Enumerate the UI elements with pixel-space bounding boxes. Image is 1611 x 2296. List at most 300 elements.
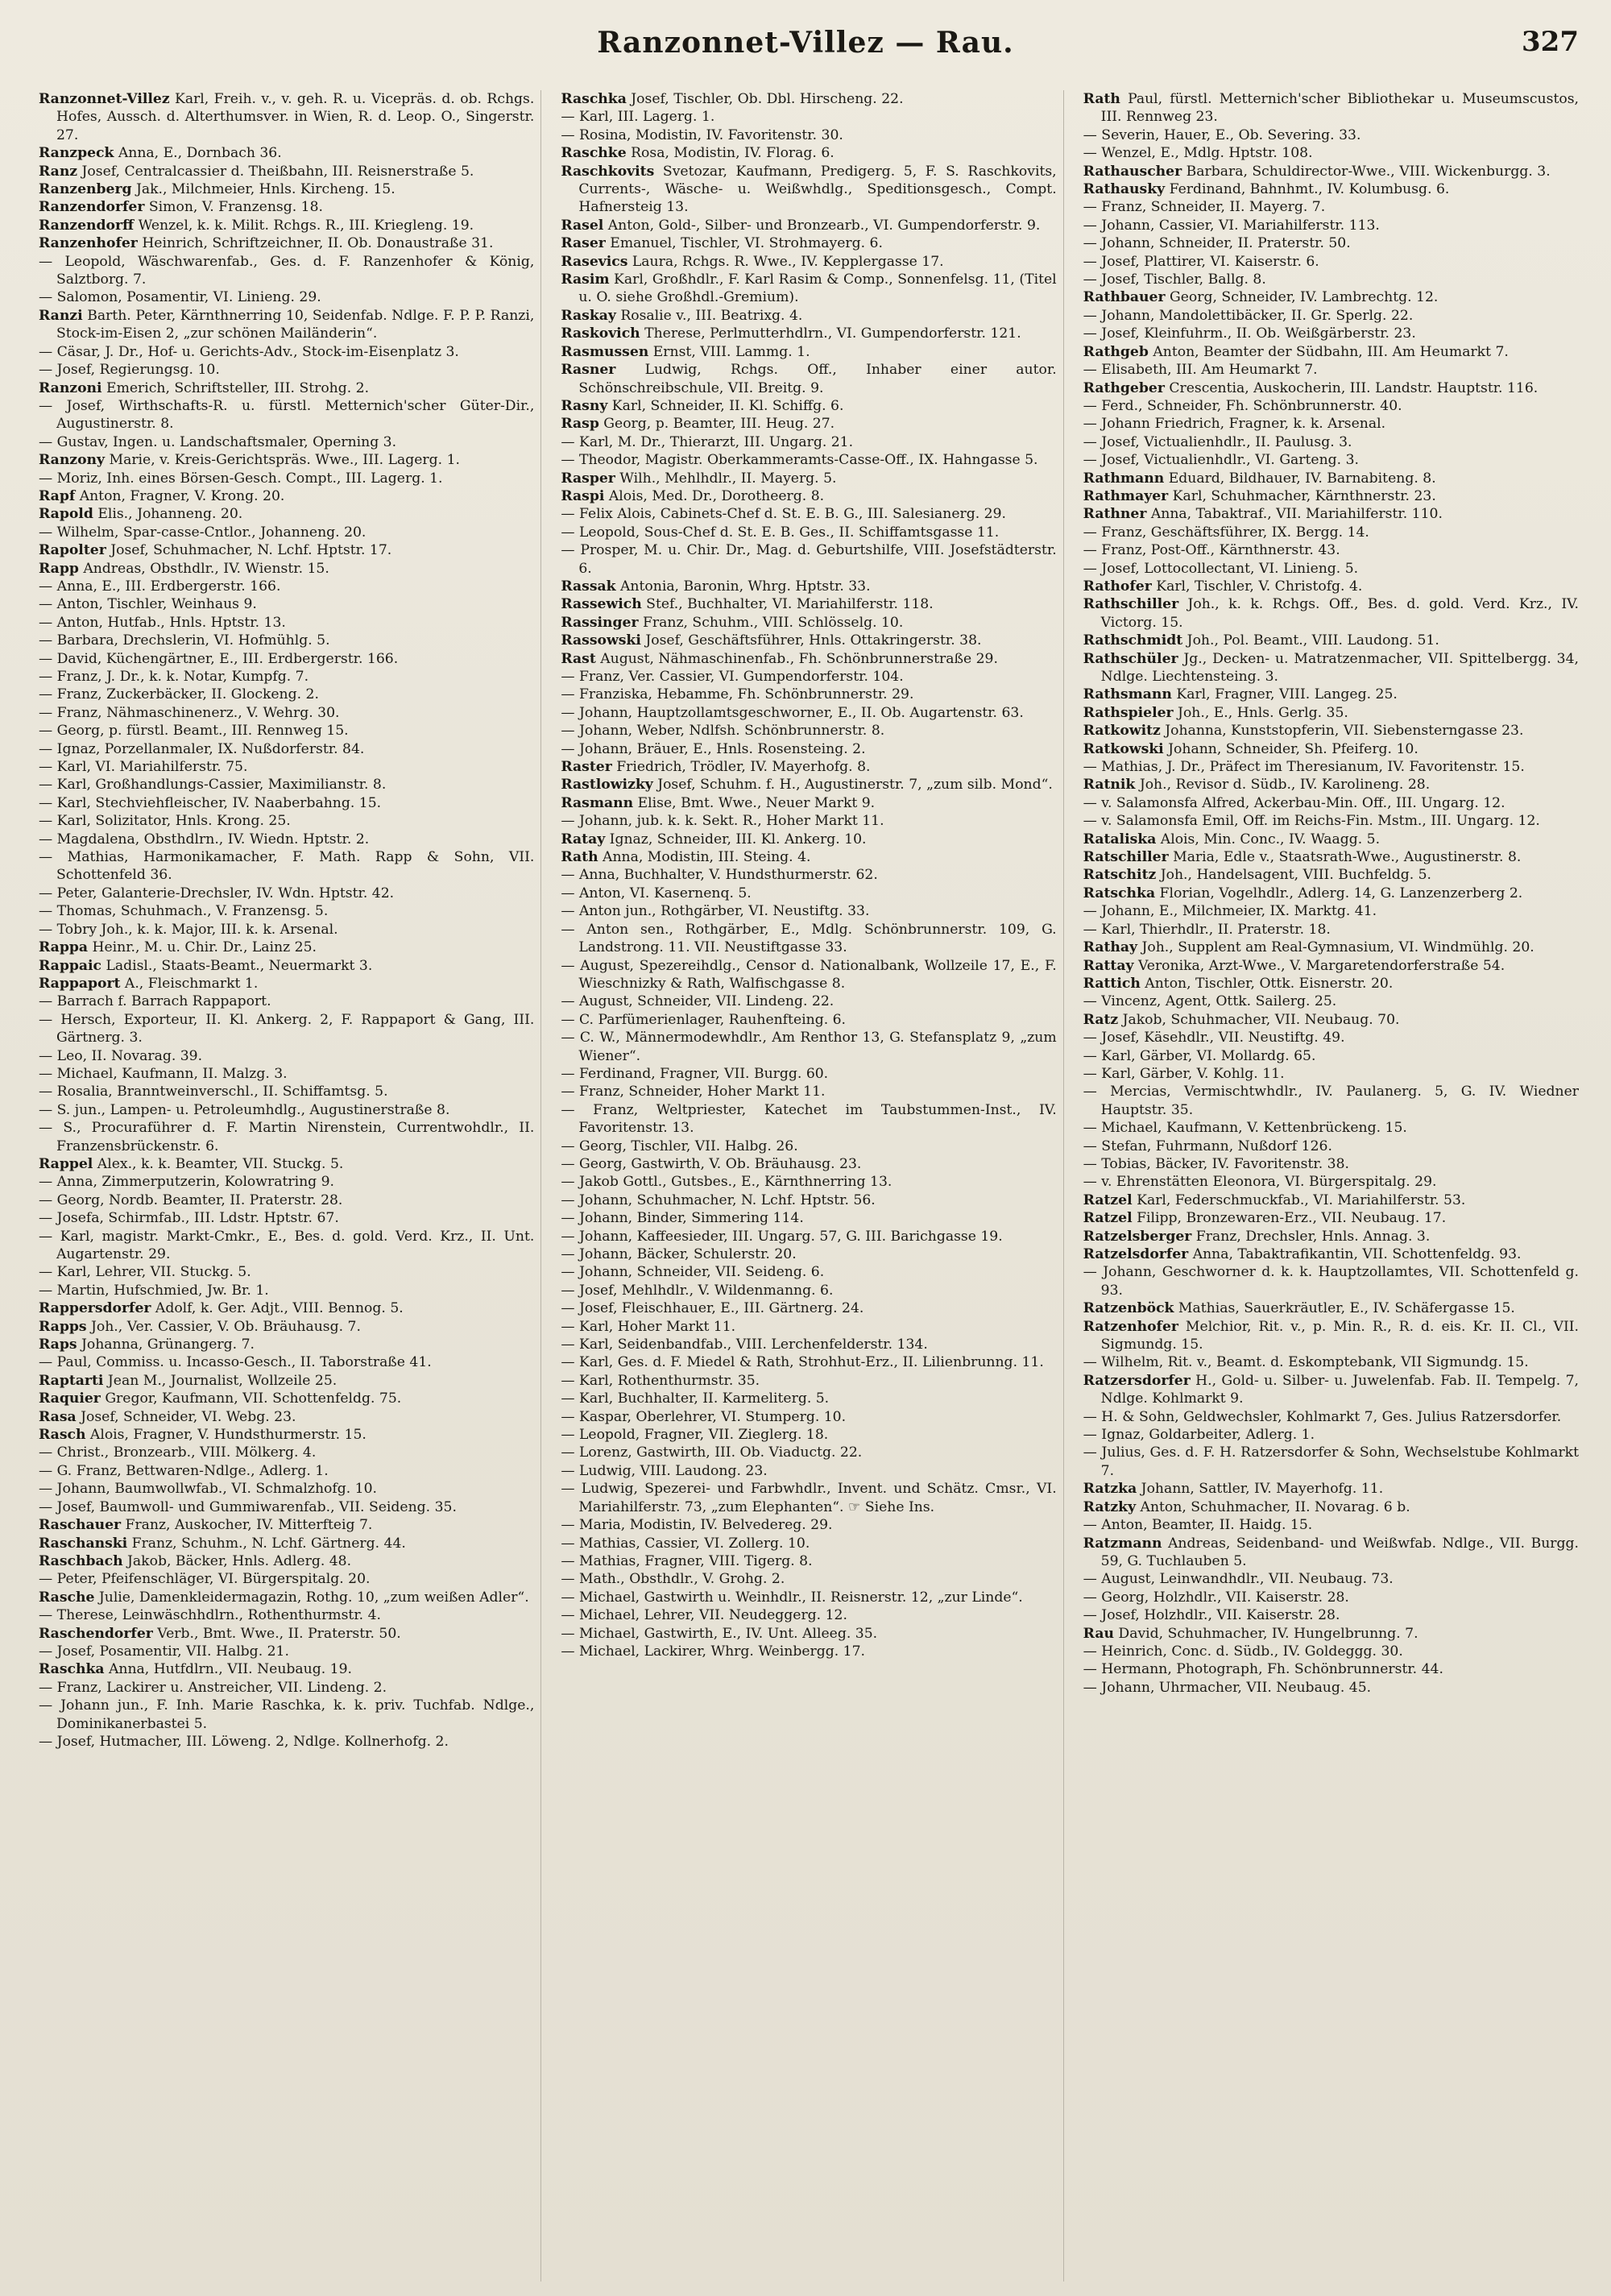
entry-details: — Karl, Hoher Markt 11. [561, 1318, 736, 1335]
directory-entry [561, 1101, 1056, 1138]
entry-surname: Rapolter [39, 542, 106, 559]
directory-entry [39, 234, 534, 252]
entry-details: — Johann, Weber, Ndlfsh. Schönbrunnerstr. 8. [561, 723, 885, 740]
entry-details: Karl, Freih. v., v. geh. R. u. Vicepräs. d. ob. Rchgs. Hofes, Aussch. d. Alterthumsver. in Wien, R. d. Leop. O., Singerstr. 27. [56, 91, 535, 143]
directory-entry [39, 831, 534, 848]
entry-details: — Johann, Bräuer, E., Hnls. Rosensteing. 2. [561, 740, 866, 757]
entry-surname: Raser [561, 235, 606, 252]
directory-entry [561, 1228, 1056, 1245]
entry-details: — Karl, Großhandlungs-Cassier, Maximilianstr. 8. [39, 777, 387, 794]
entry-surname: Rasa [39, 1408, 77, 1425]
directory-entry [561, 1318, 1056, 1336]
directory-entry [39, 1282, 534, 1299]
entry-details: — Severin, Hauer, E., Ob. Severing. 33. [1083, 126, 1361, 143]
entry-surname: Ranzoni [39, 379, 102, 396]
entry-details: Alois, Fragner, V. Hundsthurmerstr. 15. [85, 1427, 367, 1444]
directory-entry [39, 1083, 534, 1100]
entry-details: — Josef, Holzhdlr., VII. Kaiserstr. 28. [1083, 1607, 1340, 1624]
entry-details: Anton, Beamter der Südbahn, III. Am Heumarkt 7. [1148, 343, 1509, 360]
directory-entry [1083, 1138, 1579, 1155]
directory-entry [39, 578, 534, 595]
entry-details: Josef, Schuhm. f. H., Augustinerstr. 7, „zum silb. Mond“. [652, 777, 1053, 794]
directory-entry [1083, 560, 1579, 578]
entry-details: — Leopold, Sous-Chef d. St. E. B. Ges., II. Schiffamtsgasse 11. [561, 524, 1000, 541]
entry-details: — Karl, Gärber, V. Kohlg. 11. [1083, 1065, 1285, 1082]
directory-entry [39, 595, 534, 613]
entry-details: — Josef, Lottocollectant, VI. Linieng. 5. [1083, 560, 1359, 577]
directory-entry [561, 361, 1056, 397]
directory-entry [1083, 1444, 1579, 1480]
directory-entry [39, 1011, 534, 1047]
directory-entry [1083, 866, 1579, 884]
entry-details: — Anton, Beamter, II. Haidg. 15. [1083, 1517, 1313, 1534]
entry-details: — Wilhelm, Rit. v., Beamt. d. Eskomptebank, VII Sigmundg. 15. [1083, 1354, 1529, 1371]
entry-surname: Raschanski [39, 1535, 128, 1552]
directory-entry [561, 1245, 1056, 1263]
entry-surname: Raschkovits [561, 163, 655, 180]
directory-entry [39, 632, 534, 649]
entry-surname: Rathmann [1083, 470, 1165, 487]
entry-surname: Ratschiller [1083, 849, 1169, 866]
directory-entry [561, 812, 1056, 830]
directory-entry [1083, 1029, 1579, 1046]
entry-surname: Rathschmidt [1083, 632, 1183, 649]
directory-entry [561, 541, 1056, 578]
entry-details: — Johann jun., F. Inh. Marie Raschka, k. k. priv. Tuchfab. Ndlge., Dominikanerbastei 5. [39, 1697, 535, 1732]
entry-surname: Rasch [39, 1427, 86, 1444]
directory-columns [39, 90, 1585, 2281]
entry-surname: Rapps [39, 1318, 87, 1335]
entry-surname: Rathauscher [1083, 163, 1182, 180]
entry-details: — Johann, Binder, Simmering 114. [561, 1210, 804, 1227]
entry-details: — Johann, Schneider, II. Praterstr. 50. [1083, 235, 1351, 252]
entry-details: Emerich, Schriftsteller, III. Strohg. 2. [101, 379, 370, 396]
entry-surname: Raskovich [561, 325, 640, 342]
entry-details: — Hermann, Photograph, Fh. Schönbrunnerstr. 44. [1083, 1661, 1443, 1678]
page-header [32, 23, 1579, 71]
entry-details: — Peter, Galanterie-Drechsler, IV. Wdn. Hptstr. 42. [39, 885, 395, 901]
directory-entry [1083, 253, 1579, 271]
directory-entry [1083, 397, 1579, 415]
entry-details: — Johann, jub. k. k. Sekt. R., Hoher Markt 11. [561, 813, 884, 830]
entry-details: — Stefan, Fuhrmann, Nußdorf 126. [1083, 1138, 1332, 1154]
directory-entry [561, 1138, 1056, 1155]
directory-entry [39, 1462, 534, 1480]
directory-entry [1083, 1625, 1579, 1643]
entry-surname: Raschendorfer [39, 1625, 153, 1642]
entry-details: — Barrach f. Barrach Rappaport. [39, 993, 271, 1010]
page-number: 327 [1522, 26, 1579, 58]
directory-entry [561, 885, 1056, 902]
entry-surname: Rathgeb [1083, 343, 1149, 360]
entry-details: — Wilhelm, Spar-casse-Cntlor., Johanneng. 20. [39, 524, 367, 541]
directory-entry [39, 1353, 534, 1371]
entry-details: — S. jun., Lampen- u. Petroleumhdlg., Augustinerstraße 8. [39, 1101, 450, 1118]
directory-entry [39, 1697, 534, 1733]
entry-surname: Rathner [1083, 506, 1147, 523]
entry-details: — Karl, Thierhdlr., II. Praterstr. 18. [1083, 921, 1331, 938]
directory-entry [561, 776, 1056, 794]
entry-details: Jakob, Schuhmacher, VII. Neubaug. 70. [1118, 1011, 1400, 1028]
entry-surname: Rassinger [561, 614, 639, 631]
directory-entry [1083, 993, 1579, 1010]
entry-details: — Mathias, Harmonikamacher, F. Math. Rapp & Sohn, VII. Schottenfeld 36. [39, 849, 535, 884]
entry-details: Alois, Med. Dr., Dorotheerg. 8. [604, 487, 825, 504]
entry-details: Eduard, Bildhauer, IV. Barnabiteng. 8. [1164, 470, 1436, 487]
entry-surname: Ratzel [1083, 1192, 1133, 1208]
directory-entry [561, 271, 1056, 307]
directory-entry [39, 361, 534, 379]
directory-entry [1083, 957, 1579, 975]
entry-surname: Rappel [39, 1155, 93, 1172]
entry-details: Karl, Fragner, VIII. Langeg. 25. [1171, 686, 1398, 703]
directory-entry [1083, 704, 1579, 722]
entry-details: — Anton, Hutfab., Hnls. Hptstr. 13. [39, 614, 286, 631]
entry-details: — Gustav, Ingen. u. Landschaftsmaler, Operning 3. [39, 433, 397, 450]
directory-entry [1083, 415, 1579, 433]
directory-entry [1083, 1209, 1579, 1227]
entry-details: — Tobry Joh., k. k. Major, III. k. k. Arsenal. [39, 921, 338, 938]
directory-entry [1083, 379, 1579, 397]
directory-entry [561, 1155, 1056, 1173]
directory-entry [1083, 433, 1579, 451]
entry-surname: Ranz [39, 163, 78, 180]
directory-entry [39, 144, 534, 162]
entry-surname: Rastlowizky [561, 777, 653, 794]
entry-surname: Ratz [1083, 1011, 1119, 1028]
entry-surname: Rathbauer [1083, 289, 1166, 306]
entry-details: — Prosper, M. u. Chir. Dr., Mag. d. Geburtshilfe, VIII. Josefstädterstr. 6. [561, 542, 1057, 577]
directory-entry [39, 163, 534, 180]
entry-details: Johanna, Kunststopferin, VII. Siebensterngasse 23. [1160, 723, 1524, 740]
entry-details: — Paul, Commiss. u. Incasso-Gesch., II. Taborstraße 41. [39, 1354, 432, 1371]
entry-details: — Franz, Post-Off., Kärnthnerstr. 43. [1083, 542, 1340, 559]
directory-entry [1083, 1660, 1579, 1678]
directory-entry [561, 722, 1056, 740]
entry-details: Heinrich, Schriftzeichner, II. Ob. Donaustraße 31. [137, 235, 494, 252]
directory-entry [1083, 198, 1579, 216]
entry-surname: Raschka [39, 1661, 105, 1678]
directory-entry [39, 1660, 534, 1678]
directory-entry [1083, 1047, 1579, 1065]
directory-entry [561, 1570, 1056, 1588]
directory-entry [39, 1209, 534, 1227]
entry-details: Melchior, Rit. v., p. Min. R., R. d. eis. Kr. II. Cl., VII. Sigmundg. 15. [1100, 1318, 1579, 1353]
directory-entry [1083, 144, 1579, 162]
entry-details: — Mercias, Vermischtwhdlr., IV. Paulanerg. 5, G. IV. Wiedner Hauptstr. 35. [1083, 1084, 1579, 1118]
directory-entry [561, 90, 1056, 108]
directory-entry [1083, 831, 1579, 848]
directory-entry [561, 1606, 1056, 1624]
entry-details: — v. Ehrenstätten Eleonora, VI. Bürgerspitalg. 29. [1083, 1174, 1437, 1191]
entry-details: — Salomon, Posamentir, VI. Linieng. 29. [39, 289, 321, 306]
entry-details: — Josef, Baumwoll- und Gummiwarenfab., VII. Seideng. 35. [39, 1498, 457, 1515]
directory-entry [561, 632, 1056, 649]
directory-entry [1083, 234, 1579, 252]
directory-entry [1083, 1065, 1579, 1083]
entry-details: Joh., E., Hnls. Gerlg. 35. [1173, 704, 1348, 721]
entry-details: Marie, v. Kreis-Gerichtspräs. Wwe., III. Lagerg. 1. [105, 452, 460, 469]
directory-entry [1083, 1011, 1579, 1029]
entry-details: Julie, Damenkleidermagazin, Rothg. 10, „zum weißen Adler“. [94, 1589, 529, 1606]
directory-entry [1083, 325, 1579, 342]
entry-details: Ferdinand, Bahnhmt., IV. Kolumbusg. 6. [1165, 181, 1450, 198]
directory-entry [39, 993, 534, 1010]
directory-entry [561, 487, 1056, 505]
column-3 [1083, 90, 1585, 2281]
entry-surname: Rau [1083, 1625, 1114, 1642]
entry-surname: Raschke [561, 145, 627, 162]
directory-entry [1083, 180, 1579, 198]
entry-details: — Kaspar, Oberlehrer, VI. Stumperg. 10. [561, 1408, 847, 1425]
entry-details: — Cäsar, J. Dr., Hof- u. Gerichts-Adv., Stock-im-Eisenplatz 3. [39, 343, 459, 360]
directory-entry [1083, 288, 1579, 306]
entry-details: — David, Küchengärtner, E., III. Erdbergerstr. 166. [39, 650, 399, 667]
entry-details: — Josef, Hutmacher, III. Löweng. 2, Ndlge. Kollnerhofg. 2. [39, 1733, 449, 1750]
entry-details: Johann, Schneider, Sh. Pfeiferg. 10. [1163, 740, 1418, 757]
entry-details: — Johann, Uhrmacher, VII. Neubaug. 45. [1083, 1679, 1372, 1696]
entry-details: Wenzel, k. k. Milit. Rchgs. R., III. Kriegleng. 19. [134, 217, 474, 234]
entry-details: Joh., k. k. Rchgs. Off., Bes. d. gold. Verd. Krz., IV. Victorg. 15. [1100, 596, 1579, 631]
entry-details: Joh., Handelsagent, VIII. Buchfeldg. 5. [1156, 867, 1432, 884]
entry-details: — Johann, Schneider, VII. Seideng. 6. [561, 1264, 825, 1281]
directory-entry [561, 1426, 1056, 1444]
directory-entry [1083, 740, 1579, 758]
directory-entry [39, 939, 534, 956]
entry-details: Franz, Schuhm., N. Lchf. Gärtnerg. 44. [127, 1535, 406, 1552]
entry-details: — August, Schneider, VII. Lindeng. 22. [561, 993, 834, 1010]
directory-entry [39, 1625, 534, 1643]
entry-surname: Raquier [39, 1390, 101, 1407]
entry-surname: Ratzky [1083, 1498, 1137, 1515]
directory-entry [39, 343, 534, 361]
entry-details: — Magdalena, Obsthdlrn., IV. Wiedn. Hptstr. 2. [39, 831, 370, 848]
entry-details: Rosa, Modistin, IV. Florag. 6. [626, 145, 834, 162]
directory-entry [39, 848, 534, 885]
entry-surname: Ratay [561, 831, 606, 848]
entry-surname: Rathschiller [1083, 596, 1179, 613]
entry-surname: Rataliska [1083, 831, 1157, 848]
entry-surname: Rattay [1083, 957, 1134, 974]
entry-details: Josef, Tischler, Ob. Dbl. Hirscheng. 22. [626, 91, 904, 107]
directory-entry [561, 902, 1056, 920]
directory-entry [39, 975, 534, 993]
directory-entry [39, 1318, 534, 1336]
entry-details: Gregor, Kaufmann, VII. Schottenfeldg. 75. [100, 1390, 402, 1407]
entry-surname: Ranzendorff [39, 217, 135, 234]
entry-details: Verb., Bmt. Wwe., II. Praterstr. 50. [152, 1625, 401, 1642]
entry-surname: Ratschitz [1083, 867, 1157, 884]
entry-details: Maria, Edle v., Staatsrath-Wwe., Augustinerstr. 8. [1168, 849, 1522, 866]
directory-entry [561, 614, 1056, 632]
entry-details: Josef, Schuhmacher, N. Lchf. Hptstr. 17. [106, 542, 392, 559]
entry-details: — Josef, Kleinfuhrm., II. Ob. Weißgärberstr. 23. [1083, 325, 1416, 342]
directory-entry [39, 722, 534, 740]
directory-entry [1083, 1083, 1579, 1119]
directory-entry [561, 993, 1056, 1010]
entry-details: Simon, V. Franzensg. 18. [144, 199, 323, 216]
directory-entry [39, 1643, 534, 1660]
directory-entry [1083, 271, 1579, 288]
directory-entry [39, 379, 534, 397]
entry-details: — Thomas, Schuhmach., V. Franzensg. 5. [39, 903, 329, 920]
directory-entry [39, 487, 534, 505]
entry-details: — C. Parfümerienlager, Rauhenfteing. 6. [561, 1011, 847, 1028]
entry-details: Heinr., M. u. Chir. Dr., Lainz 25. [88, 939, 317, 956]
entry-details: Jak., Milchmeier, Hnls. Kircheng. 15. [131, 181, 396, 198]
entry-surname: Rasmann [561, 794, 634, 811]
entry-details: — Michael, Gastwirth, E., IV. Unt. Alleeg. 35. [561, 1625, 878, 1642]
entry-surname: Ranzenhofer [39, 235, 138, 252]
entry-surname: Ratschka [1083, 885, 1156, 901]
entry-details: — Rosalia, Branntweinverschl., II. Schiffamtsg. 5. [39, 1084, 388, 1100]
directory-entry [561, 1353, 1056, 1371]
entry-details: — Georg, Nordb. Beamter, II. Praterstr. 28. [39, 1192, 343, 1208]
directory-entry [39, 668, 534, 686]
directory-entry [1083, 217, 1579, 234]
directory-entry [561, 1372, 1056, 1390]
directory-entry [561, 668, 1056, 686]
entry-details: — S., Procuraführer d. F. Martin Nirenstein, Currentwohdlr., II. Franzensbrückenstr. 6. [39, 1120, 535, 1154]
directory-entry [561, 1643, 1056, 1660]
entry-details: — Karl, Rothenthurmstr. 35. [561, 1372, 760, 1389]
directory-entry [39, 253, 534, 289]
directory-entry [561, 108, 1056, 126]
entry-surname: Raschauer [39, 1517, 122, 1534]
entry-surname: Rast [561, 650, 596, 667]
entry-surname: Rathgeber [1083, 379, 1165, 396]
entry-details: — Felix Alois, Cabinets-Chef d. St. E. B. G., III. Salesianerg. 29. [561, 506, 1007, 523]
entry-details: — Michael, Kaufmann, V. Kettenbrückeng. 15. [1083, 1120, 1407, 1137]
entry-details: — Johann, Schuhmacher, N. Lchf. Hptstr. 56. [561, 1192, 876, 1208]
directory-entry [1083, 1263, 1579, 1299]
entry-details: Wilh., Mehlhdlr., II. Mayerg. 5. [615, 470, 837, 487]
entry-details: — Georg, Tischler, VII. Halbg. 26. [561, 1138, 798, 1154]
entry-details: Therese, Perlmutterhdlrn., VI. Gumpendorferstr. 121. [640, 325, 1021, 342]
entry-details: Josef, Schneider, VI. Webg. 23. [76, 1408, 296, 1425]
entry-details: — Leopold, Fragner, VII. Zieglerg. 18. [561, 1427, 829, 1444]
entry-details: — C. W., Männermodewhdlr., Am Renthor 13, G. Stefansplatz 9, „zum Wiener“. [561, 1030, 1057, 1064]
directory-entry [561, 1083, 1056, 1100]
entry-surname: Ranzony [39, 452, 106, 469]
entry-details: — Anna, Zimmerputzerin, Kolowratring 9. [39, 1174, 335, 1191]
entry-details: Jean M., Journalist, Wollzeile 25. [103, 1372, 338, 1389]
directory-entry [39, 686, 534, 703]
directory-entry [561, 650, 1056, 668]
entry-details: Friedrich, Trödler, IV. Mayerhofg. 8. [611, 759, 871, 776]
entry-surname: Ratzenhofer [1083, 1318, 1178, 1335]
entry-surname: Rasche [39, 1589, 95, 1606]
directory-entry [561, 163, 1056, 217]
directory-entry [39, 1516, 534, 1534]
entry-details: Karl, Schuhmacher, Kärnthnerstr. 23. [1168, 487, 1436, 504]
directory-entry [1083, 595, 1579, 632]
entry-details: — Peter, Pfeifenschläger, VI. Bürgerspitalg. 20. [39, 1571, 371, 1588]
directory-entry [1083, 1570, 1579, 1588]
entry-details: — Josef, Wirthschafts-R. u. fürstl. Metternich'scher Güter-Dir., Augustinerstr. 8. [39, 397, 535, 433]
entry-surname: Ranzi [39, 307, 83, 324]
directory-entry [1083, 848, 1579, 866]
entry-details: Antonia, Baronin, Whrg. Hptstr. 33. [615, 578, 871, 595]
entry-details: Crescentia, Auskocherin, III. Landstr. Hauptstr. 116. [1164, 379, 1539, 396]
entry-details: — Karl, Ges. d. F. Miedel & Rath, Strohhut-Erz., II. Lilienbrunng. 11. [561, 1354, 1044, 1371]
entry-details: — Therese, Leinwäschhdlrn., Rothenthurmstr. 4. [39, 1607, 381, 1624]
entry-details: — G. Franz, Bettwaren-Ndlge., Adlerg. 1. [39, 1462, 329, 1479]
entry-details: — H. & Sohn, Geldwechsler, Kohlmarkt 7, Ges. Julius Ratzersdorfer. [1083, 1408, 1562, 1425]
directory-entry [39, 1426, 534, 1444]
directory-entry [561, 1516, 1056, 1534]
entry-surname: Ranzpeck [39, 145, 114, 162]
entry-details: — Anton sen., Rothgärber, E., Mdlg. Schönbrunnerstr. 109, G. Landstrong. 11. VII. Neustiftgasse 33. [561, 921, 1057, 956]
directory-entry [39, 560, 534, 578]
directory-entry [561, 325, 1056, 342]
entry-details: Joh., Ver. Cassier, V. Ob. Bräuhausg. 7. [86, 1318, 361, 1335]
entry-surname: Rasper [561, 470, 615, 487]
directory-entry [561, 1480, 1056, 1516]
directory-entry [1083, 524, 1579, 541]
entry-details: — Karl, Solizitator, Hnls. Krong. 25. [39, 813, 291, 830]
entry-details: — Georg, p. fürstl. Beamt., III. Rennweg 15. [39, 723, 349, 740]
entry-details: — Wenzel, E., Mdlg. Hptstr. 108. [1083, 145, 1313, 162]
entry-details: — Franz, Weltpriester, Katechet im Taubstummen-Inst., IV. Favoritenstr. 13. [561, 1101, 1057, 1137]
entry-details: David, Schuhmacher, IV. Hungelbrunng. 7. [1113, 1625, 1418, 1642]
entry-details: Josef, Geschäftsführer, Hnls. Ottakringerstr. 38. [640, 632, 982, 649]
directory-entry [1083, 487, 1579, 505]
entry-surname: Raschka [561, 91, 627, 107]
directory-entry [1083, 1426, 1579, 1444]
directory-entry [561, 1444, 1056, 1461]
entry-details: Florian, Vogelhdlr., Adlerg. 14, G. Lanzenzerberg 2. [1155, 885, 1523, 901]
entry-details: — Theodor, Magistr. Oberkammeramts-Casse-Off., IX. Hahngasse 5. [561, 452, 1038, 469]
entry-details: — Lorenz, Gastwirth, III. Ob. Viaductg. 22. [561, 1444, 863, 1461]
directory-entry [1083, 722, 1579, 740]
entry-details: — Franz, Zuckerbäcker, II. Glockeng. 2. [39, 686, 319, 703]
directory-entry [561, 253, 1056, 271]
directory-entry [1083, 939, 1579, 956]
directory-entry [561, 524, 1056, 541]
entry-details: — Moriz, Inh. eines Börsen-Gesch. Compt., III. Lagerg. 1. [39, 470, 443, 487]
directory-entry [1083, 650, 1579, 686]
directory-entry [561, 1625, 1056, 1643]
entry-surname: Ranzonnet-Villez [39, 91, 170, 107]
directory-entry [39, 921, 534, 939]
entry-details: Elis., Johanneng. 20. [93, 506, 243, 523]
entry-surname: Rappersdorfer [39, 1300, 151, 1317]
directory-entry [1083, 1606, 1579, 1624]
directory-entry [561, 1408, 1056, 1426]
directory-entry [1083, 163, 1579, 180]
directory-entry [39, 1480, 534, 1498]
entry-details: Laura, Rchgs. R. Wwe., IV. Kepplergasse 17. [627, 253, 944, 270]
directory-entry [39, 1173, 534, 1191]
entry-surname: Rapold [39, 506, 93, 523]
entry-details: — Martin, Hufschmied, Jw. Br. 1. [39, 1282, 269, 1299]
entry-details: — Josef, Victualienhdlr., VI. Garteng. 3. [1083, 452, 1359, 469]
directory-entry [561, 470, 1056, 487]
running-head: Ranzonnet-Villez — Rau. [597, 26, 1014, 60]
entry-details: — Leo, II. Novarag. 39. [39, 1047, 203, 1064]
entry-details: Andreas, Obsthdlr., IV. Wienstr. 15. [78, 560, 329, 577]
directory-entry [39, 1390, 534, 1407]
directory-entry [561, 1263, 1056, 1281]
entry-surname: Rasner [561, 362, 616, 379]
directory-entry [39, 1552, 534, 1570]
entry-details: Karl, Tischler, V. Christofg. 4. [1151, 578, 1363, 595]
entry-details: Franz, Drechsler, Hnls. Annag. 3. [1191, 1228, 1431, 1245]
directory-entry [561, 451, 1056, 469]
entry-details: August, Nähmaschinenfab., Fh. Schönbrunnerstraße 29. [595, 650, 998, 667]
directory-entry [39, 812, 534, 830]
